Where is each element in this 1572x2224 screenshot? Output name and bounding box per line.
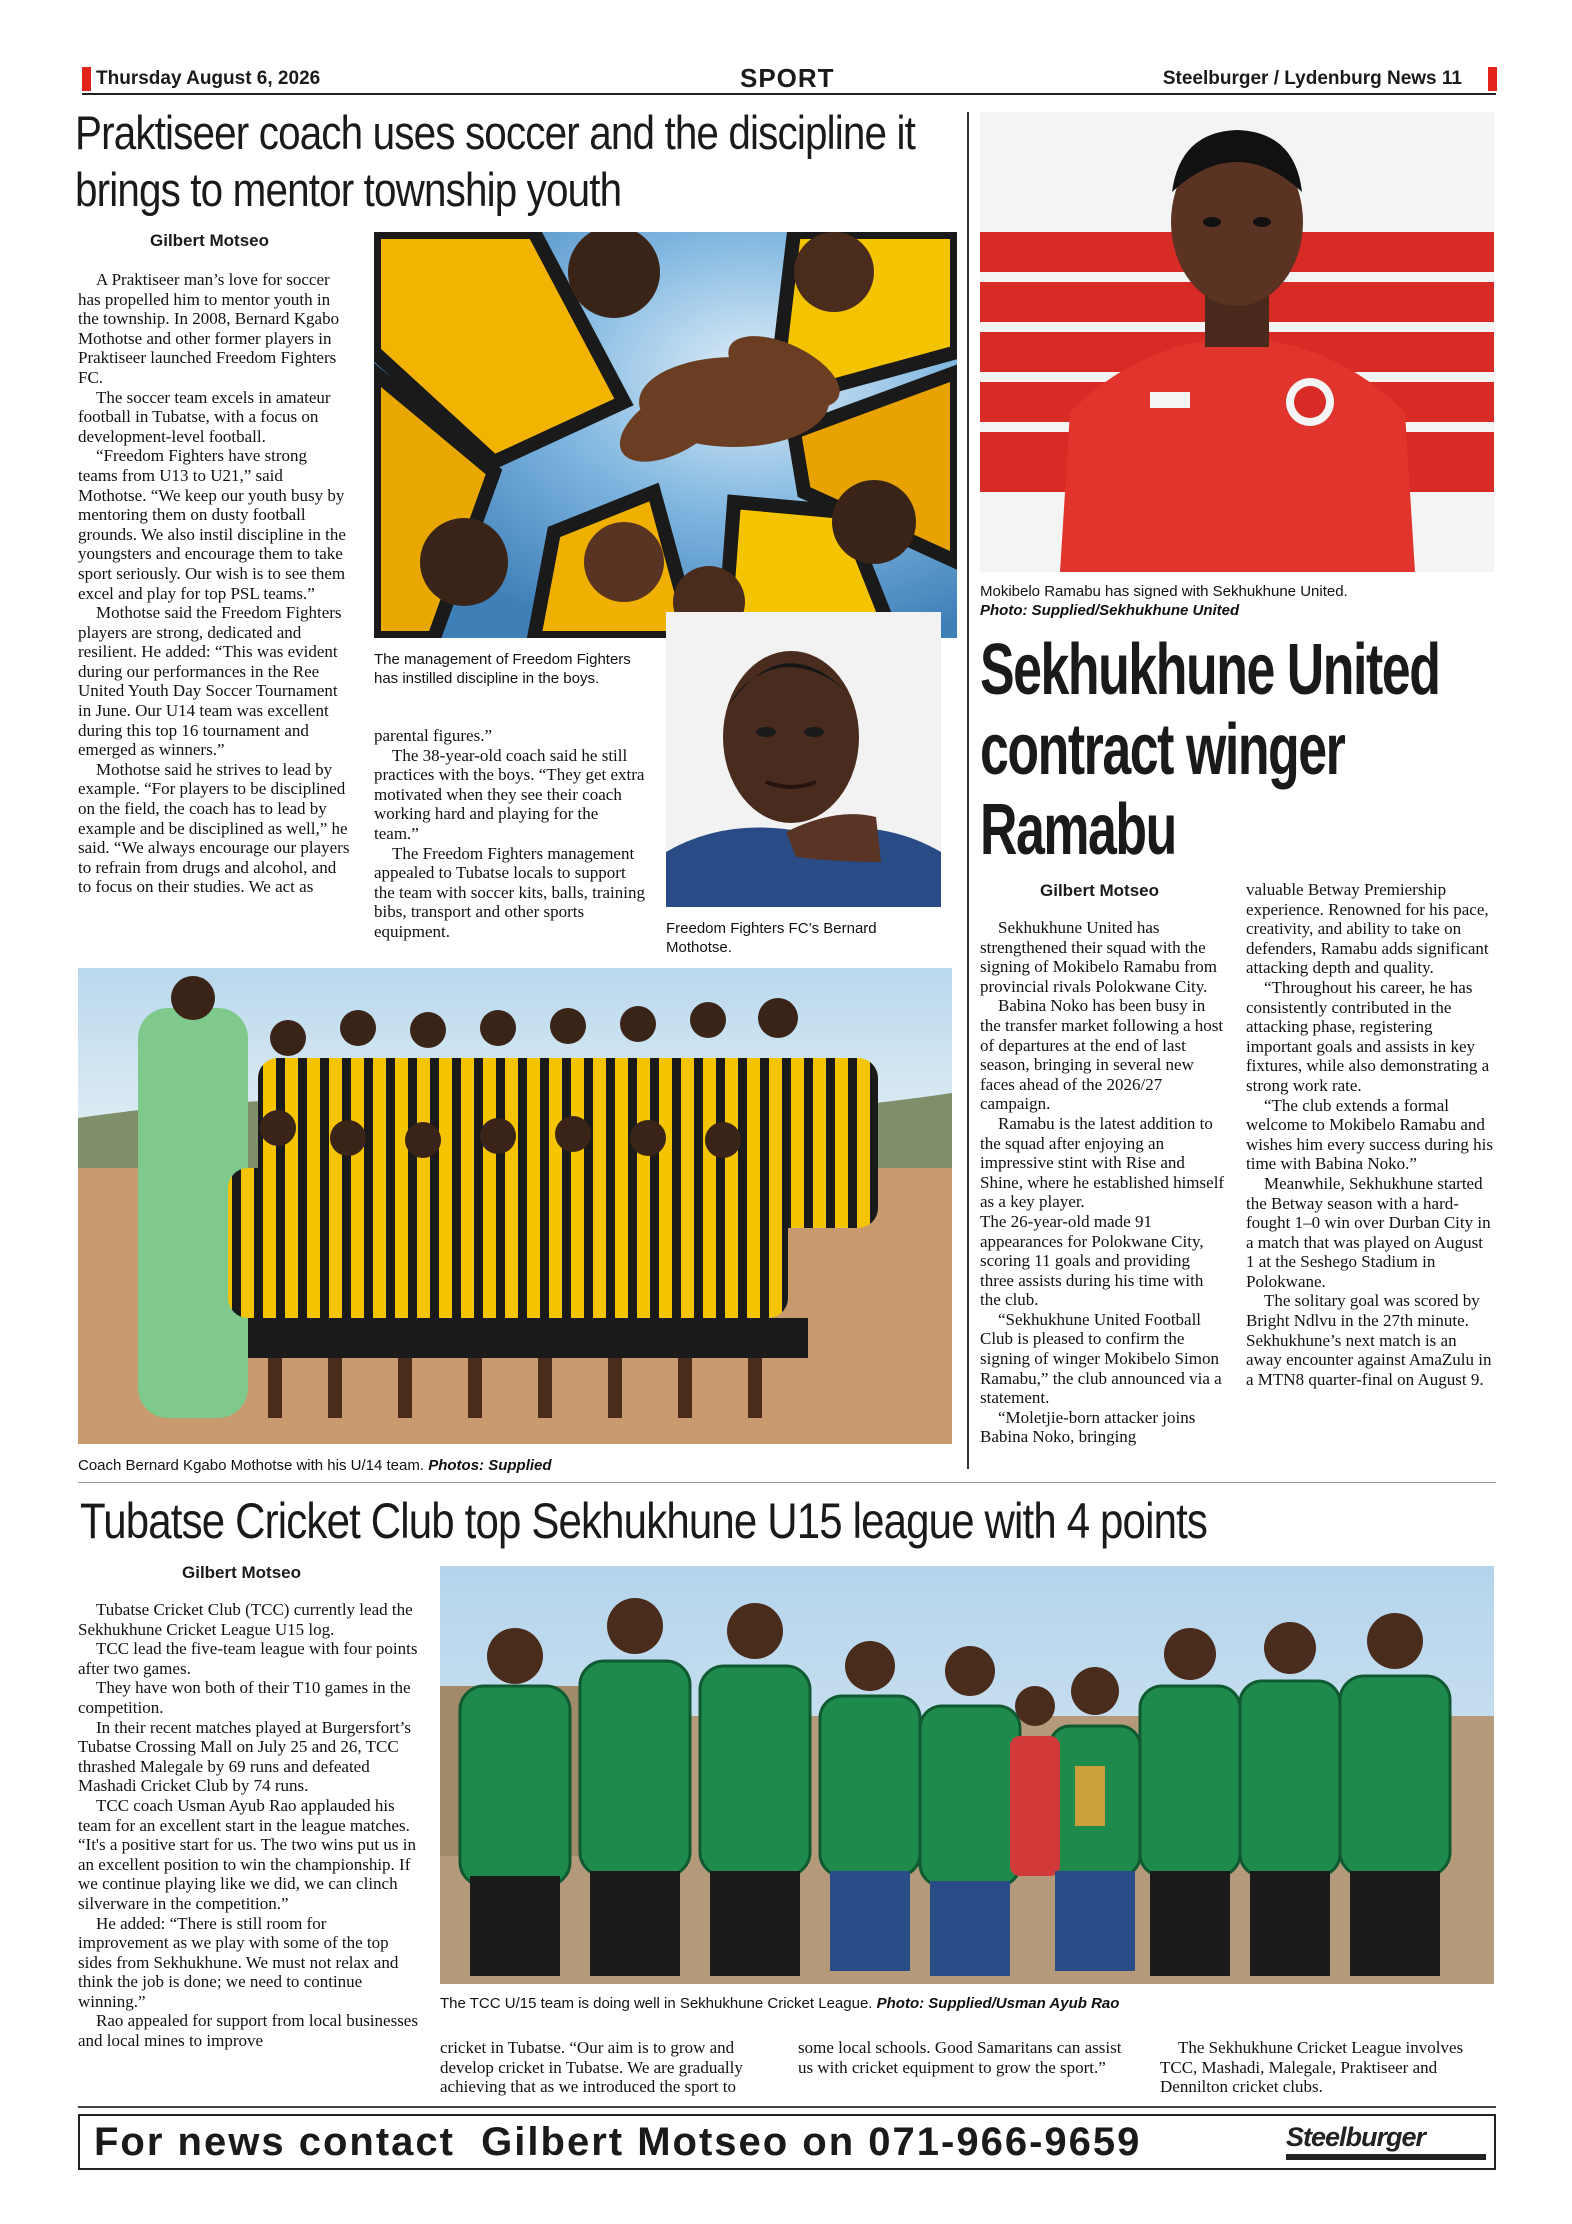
tcc-caption-credit: Photo: Supplied/Usman Ayub Rao	[876, 1995, 1120, 2012]
u14-team-photo	[78, 968, 952, 1444]
paragraph: “Moletjie-born attacker joins Babina Noko, bringing	[980, 1407, 1196, 1447]
ramabu-photo	[980, 112, 1494, 572]
huddle-caption: The management of Freedom Fighters has instilled discipline in the boys.	[374, 651, 631, 687]
masthead-rule	[82, 93, 1496, 95]
paragraph: He added: “There is still room for improvement as we play with some of the top sides from Sekhukhune. We must not relax and think the job is done; we need to continue winning.”	[78, 1913, 399, 2011]
column-divider	[967, 112, 969, 1469]
huddle-photo	[374, 232, 957, 638]
paragraph: In their recent matches played at Burgersfort’s Tubatse Crossing Mall on July 25 and 26, TCC thrashed Malegale by 69 runs and defeated Mashadi Cricket Club by 74 runs.	[78, 1717, 412, 1796]
steelburger-logo-text: Steelburger	[1286, 2122, 1426, 2152]
paragraph: Rao appealed for support from local businesses and local mines to improve	[78, 2011, 418, 2051]
masthead-red-bar-right	[1488, 67, 1497, 91]
paragraph: The soccer team excels in amateur football in Tubatse, with a focus on development-level football.	[78, 387, 331, 446]
steelburger-logo-bar	[1286, 2154, 1486, 2160]
paragraph: valuable Betway Premiership experience. Renowned for his pace, creativity, and ability to take on defenders, Ramabu adds significant attacking depth and quality.	[1246, 880, 1489, 978]
mothotse-portrait-photo	[666, 612, 941, 907]
paragraph: Sekhukhune United has strengthened their squad with the signing of Mokibelo Ramabu from provincial rivals Polokwane City.	[980, 918, 1218, 996]
paragraph: The 26-year-old made 91 appearances for Polokwane City, scoring 11 goals and providing three assists during his time with the club.	[980, 1211, 1204, 1310]
paragraph: “Throughout his career, he has consistently contributed in the attacking phase, registering important goals and assists in key fixtures, while also demonstrating a strong work rate.	[1246, 977, 1490, 1095]
tcc-team-photo	[440, 1566, 1494, 1984]
article3-column-1	[78, 1600, 418, 2098]
article1-column-2	[374, 726, 646, 958]
paragraph: parental figures.”	[374, 726, 492, 745]
article2-column-1	[980, 918, 1226, 1474]
paragraph: TCC lead the five-team league with four points after two games.	[78, 1639, 418, 1678]
paragraph: Mothotse said he strives to lead by example. “For players to be disciplined on the field, the coach has to lead by example and be disciplined as well,” he said. “We always encourage our players to refrain from drugs and alcohol, and to focus on their studies. We act as	[78, 759, 350, 897]
masthead-date: Thursday August 6, 2026	[96, 68, 321, 89]
team-caption-credit: Photos: Supplied	[428, 1457, 552, 1474]
article3-column-3	[798, 2038, 1128, 2098]
paragraph: cricket in Tubatse. “Our aim is to grow and develop cricket in Tubatse. We are gradually achieving that as we introduced the sport to	[440, 2038, 743, 2097]
paragraph: A Praktiseer man’s love for soccer has propelled him to mentor youth in the township. In 2008, Bernard Kgabo Mothotse and other former players in Praktiseer launched Freedom Fighters FC.	[78, 270, 340, 387]
ramabu-photo-caption: Mokibelo Ramabu has signed with Sekhukhune United.	[980, 583, 1348, 600]
paragraph: The Sekhukhune Cricket League involves TCC, Mashadi, Malegale, Praktiseer and Dennilton cricket clubs.	[1160, 2038, 1464, 2097]
paragraph: “Freedom Fighters have strong teams from U13 to U21,” said Mothotse. “We keep our youth busy by mentoring them on dusty football grounds. We also instil discipline in the youngsters and encourage them to take sport seriously. Our wish is to see them excel and play for top PSL teams.”	[78, 446, 346, 603]
masthead-red-bar-left	[82, 67, 91, 91]
article3-column-2	[440, 2038, 778, 2098]
article1-byline: Gilbert Motseo	[150, 231, 270, 250]
paragraph: TCC coach Usman Ayub Rao applauded his team for an excellent start in the league matches. “It's a positive start for us. The two wins put us in an excellent position to win the championship. If we continue playing like we did, we can clinch silverware in the competition.”	[78, 1795, 416, 1913]
footer-rule	[78, 2106, 1496, 2108]
paragraph: Ramabu is the latest addition to the squad after enjoying an impressive stint with Rise and Shine, where he established himself as a key player.	[980, 1113, 1225, 1212]
portrait-caption: Freedom Fighters FC’s Bernard Mothotse.	[666, 920, 877, 956]
paragraph: The Freedom Fighters management appealed to Tubatse locals to support the team with soccer kits, balls, training bibs, transport and other sports equipment.	[374, 843, 645, 941]
ramabu-photo-credit: Photo: Supplied/Sekhukhune United	[980, 602, 1240, 619]
paragraph: Meanwhile, Sekhukhune started the Betway season with a hard-fought 1–0 win over Durban City in a match that was played on August 1 at the Seshego Stadium in Polokwane.	[1246, 1173, 1491, 1291]
tcc-caption	[440, 1994, 1119, 2013]
footer-contact: For news contact Gilbert Motseo on 071-966-9659	[94, 2120, 1142, 2164]
masthead-section: SPORT	[740, 63, 835, 93]
paragraph: Tubatse Cricket Club (TCC) currently lead the Sekhukhune Cricket League U15 log.	[78, 1600, 413, 1639]
section-rule	[78, 1482, 1496, 1483]
paragraph: “Sekhukhune United Football Club is pleased to confirm the signing of winger Mokibelo Simon Ramabu,” the club announced via a statement.	[980, 1309, 1222, 1408]
article1-headline: Praktiseer coach uses soccer and the discipline it brings to mentor township youth	[75, 106, 915, 216]
team-caption	[78, 1456, 552, 1475]
masthead-paper-name: Steelburger / Lydenburg News 11	[1162, 68, 1462, 89]
paragraph: The solitary goal was scored by Bright Ndlvu in the 27th minute. Sekhukhune’s next match is an away encounter against AmaZulu in a MTN8 quarter-final on August 9.	[1246, 1291, 1492, 1389]
tcc-caption-text: The TCC U/15 team is doing well in Sekhukhune Cricket League.	[440, 1995, 873, 2012]
paragraph: The 38-year-old coach said he still practices with the boys. “They get extra motivated when they see their coach working hard and playing for the team.”	[374, 745, 645, 843]
paragraph: “The club extends a formal welcome to Mokibelo Ramabu and wishes him every success during his time with Babina Noko.”	[1246, 1095, 1493, 1174]
article1-column-1	[78, 270, 350, 960]
paragraph: some local schools. Good Samaritans can assist us with cricket equipment to grow the sport.”	[798, 2038, 1122, 2077]
article3-headline: Tubatse Cricket Club top Sekhukhune U15 league with 4 points	[80, 1493, 1208, 1549]
paragraph: They have won both of their T10 games in the competition.	[78, 1678, 411, 1717]
team-caption-text: Coach Bernard Kgabo Mothotse with his U/14 team.	[78, 1457, 425, 1474]
paragraph: Babina Noko has been busy in the transfer market following a host of departures at the end of last season, bringing in several new faces ahead of the 2026/27 campaign.	[980, 996, 1224, 1114]
article2-byline: Gilbert Motseo	[1040, 881, 1160, 900]
paragraph: Mothotse said the Freedom Fighters players are strong, dedicated and resilient. He added: “This was evident during our performances in the Ree United Youth Day Soccer Tournament in June. Our U14 team was excellent during this top 16 tournament and emerged as winners.”	[78, 603, 342, 760]
steelburger-logo	[1286, 2122, 1486, 2162]
article3-byline: Gilbert Motseo	[182, 1563, 302, 1582]
article2-headline: Sekhukhune United contract winger Ramabu	[980, 630, 1440, 870]
article3-column-4	[1160, 2038, 1494, 2098]
article2-column-2	[1246, 880, 1494, 1474]
footer-banner	[78, 2114, 1496, 2170]
